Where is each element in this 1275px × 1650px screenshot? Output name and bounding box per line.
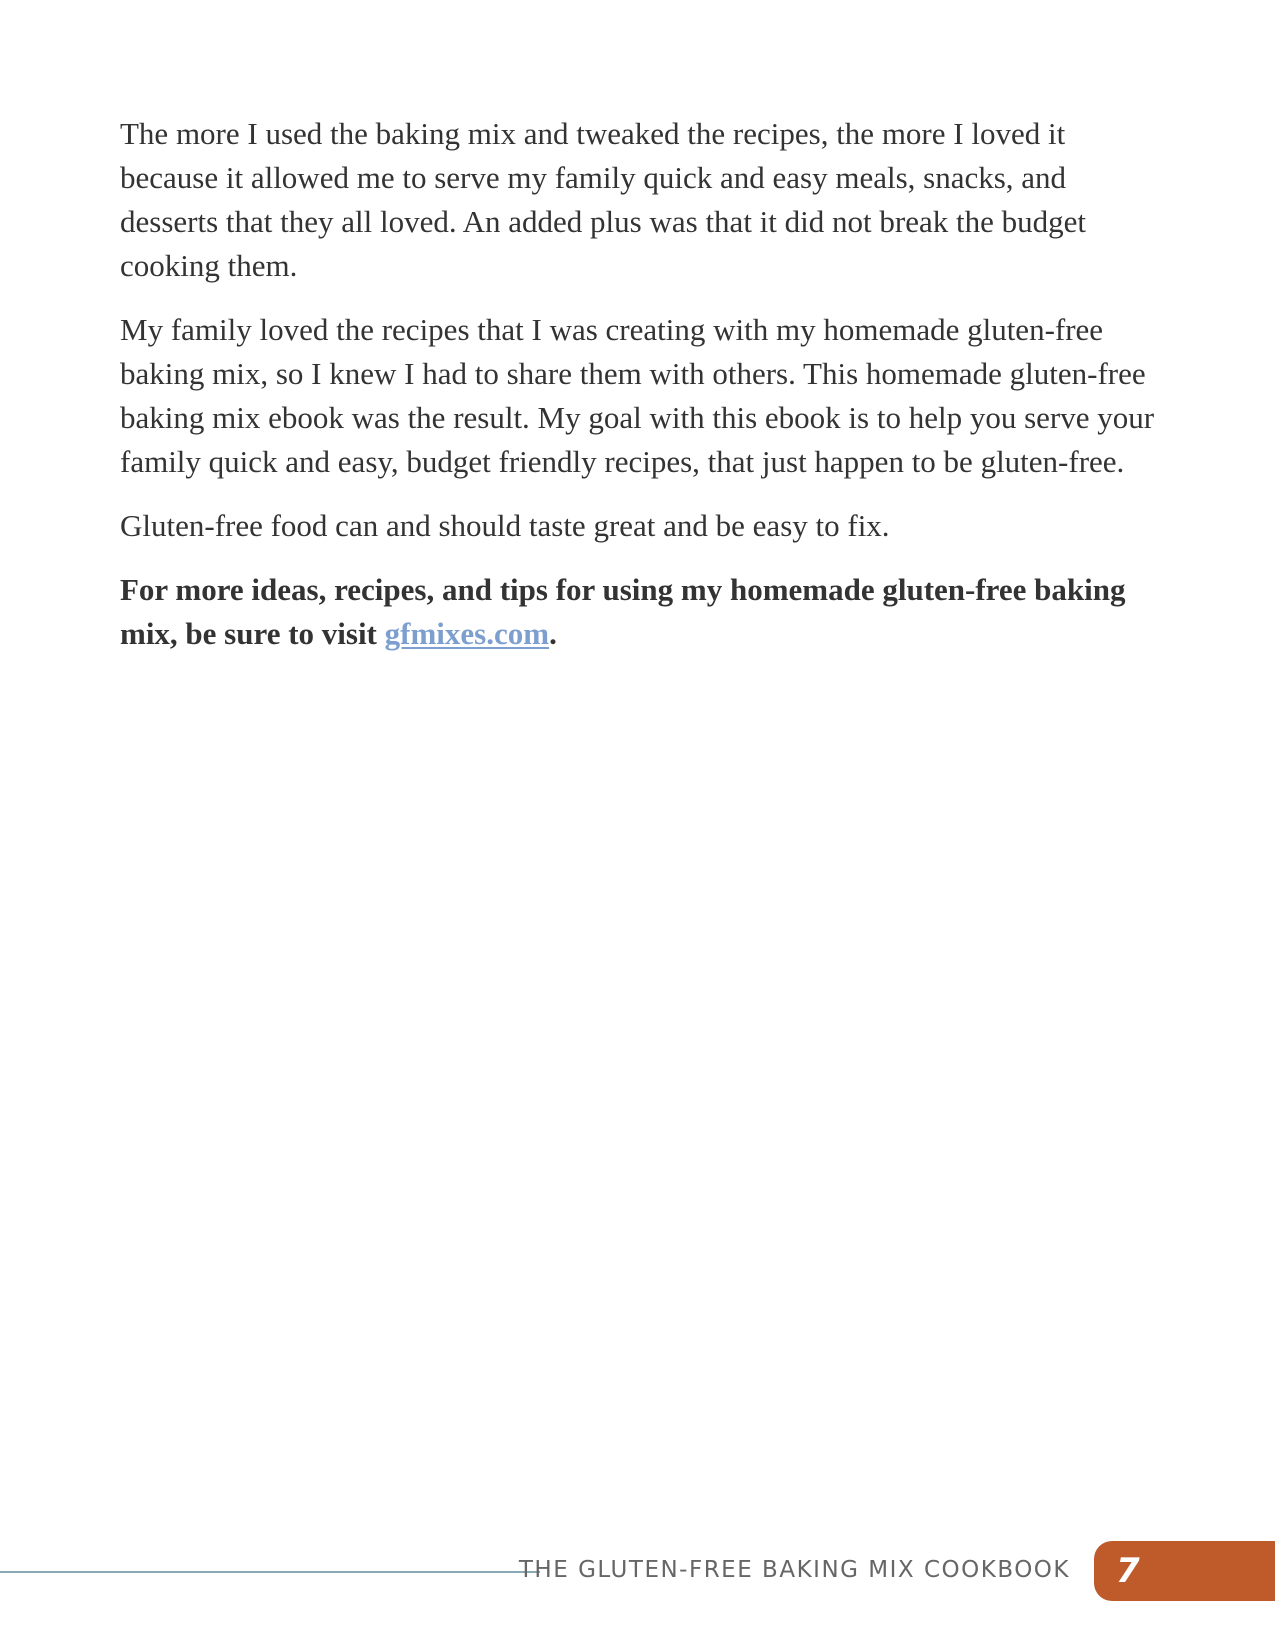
paragraph-1: The more I used the baking mix and tweaked the recipes, the more I loved it because it allowed me to serve my family quick and easy meals, snacks, and desserts that they all loved. An added plus was that it did not break the budget cooking them. <box>120 116 1086 283</box>
closing-text: For more ideas, recipes, and tips for using my homemade gluten-free baking mix, be sure to visit <box>120 572 1126 651</box>
closing-paragraph <box>120 568 1160 656</box>
gfmixes-link[interactable]: gfmixes.com <box>384 616 550 651</box>
footer-rule <box>0 1571 540 1573</box>
paragraph-2: My family loved the recipes that I was creating with my homemade gluten-free baking mix, so I knew I had to share them with others. This homemade gluten-free baking mix ebook was the result. My goal with this ebook is to help you serve your family quick and easy, budget friendly recipes, that just happen to be gluten-free. <box>120 312 1155 479</box>
page-number-tab <box>1094 1541 1275 1601</box>
footer-book-title: THE GLUTEN-FREE BAKING MIX COOKBOOK <box>518 1557 1070 1583</box>
closing-punctuation: . <box>549 616 557 651</box>
page-number: 7 <box>1116 1551 1140 1591</box>
body-text <box>120 112 1160 676</box>
paragraph-3: Gluten-free food can and should taste great and be easy to fix. <box>120 508 890 543</box>
